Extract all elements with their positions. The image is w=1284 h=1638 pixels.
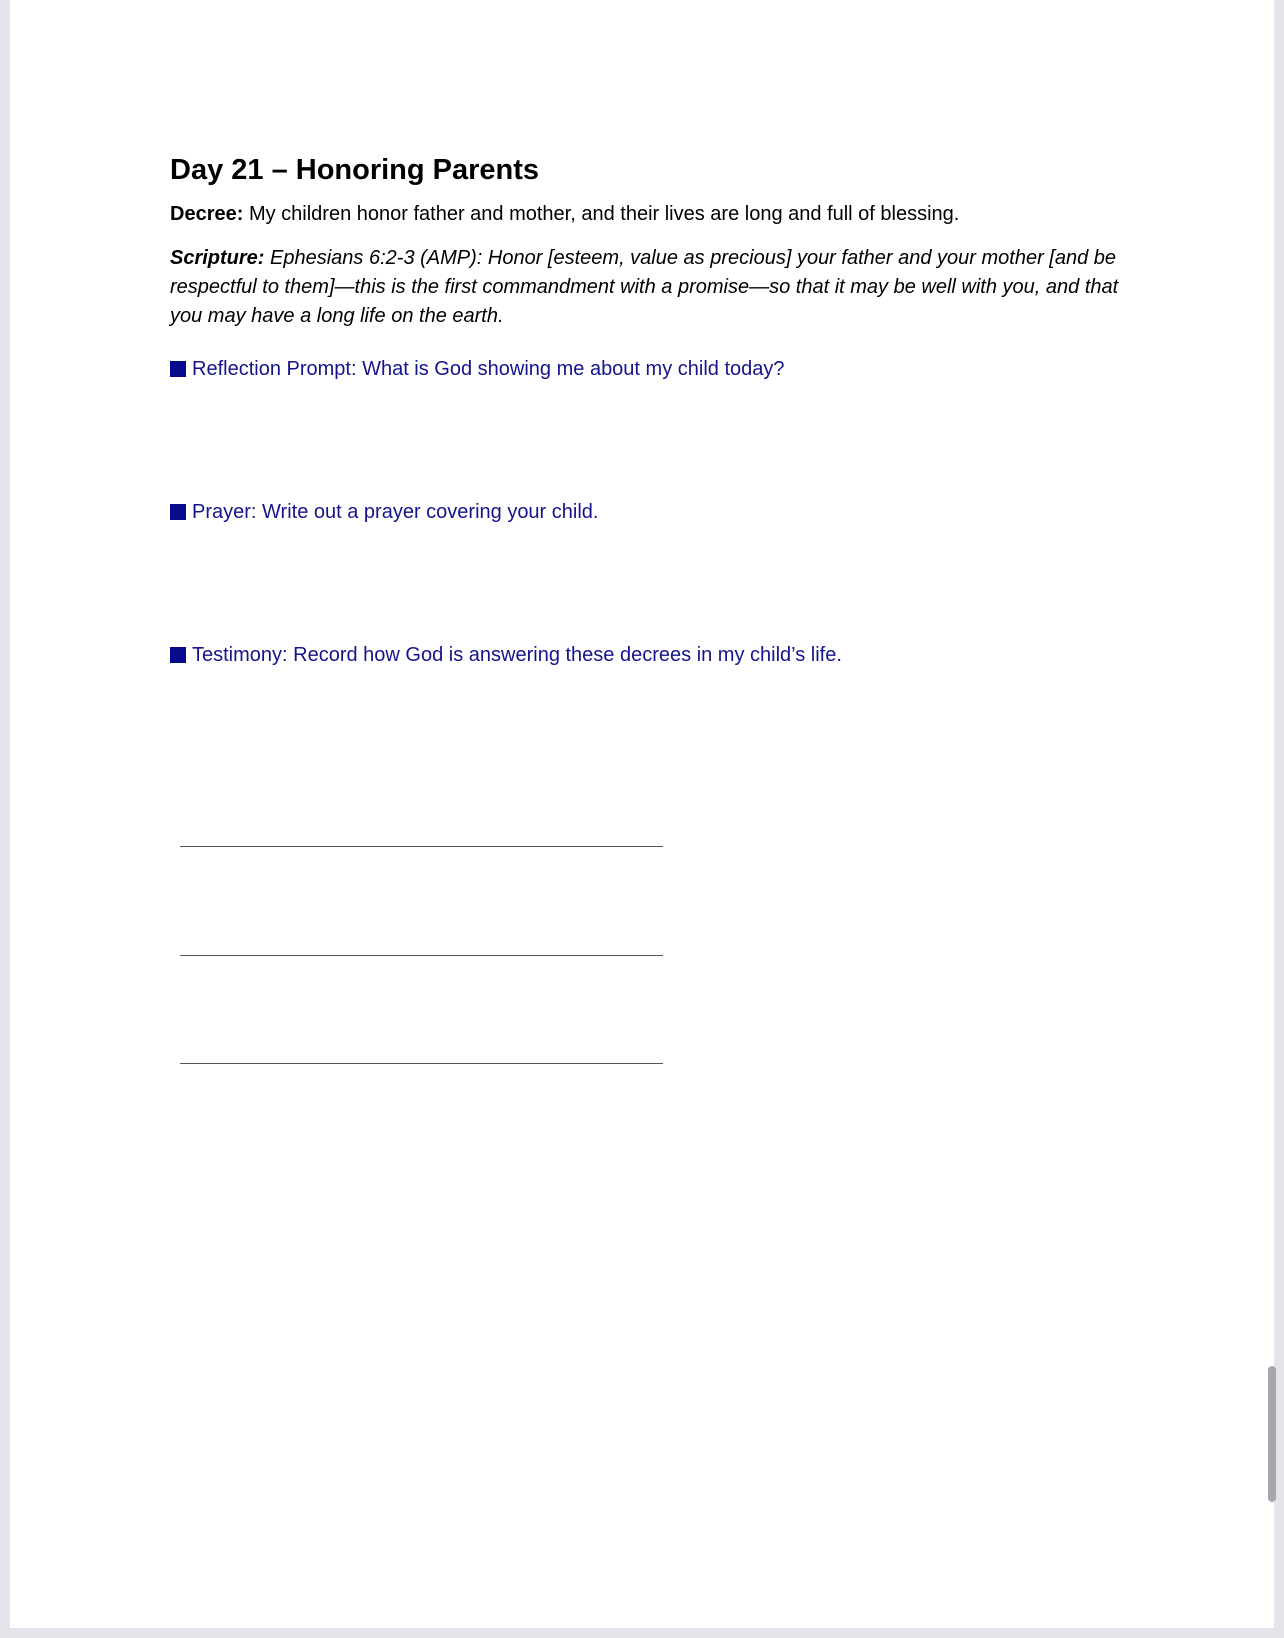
decree-paragraph xyxy=(170,200,1130,228)
page-title: Day 21 – Honoring Parents xyxy=(170,154,540,186)
scripture-text: Ephesians 6:2-3 (AMP): Honor [esteem, value as precious] your father and your mother [and be respectful to them]—this is the first commandment with a promise—so that it may be well with you, and that you may have a long life on the earth. xyxy=(170,247,1119,327)
testimony-prompt-text: Testimony: Record how God is answering these decrees in my child’s life. xyxy=(192,644,842,666)
writing-line xyxy=(180,846,663,847)
scripture-label: Scripture: xyxy=(170,247,265,269)
square-bullet-icon xyxy=(170,647,186,663)
scripture-paragraph xyxy=(170,244,1120,331)
writing-line xyxy=(180,955,663,956)
page-content xyxy=(170,152,1130,669)
reflection-prompt xyxy=(170,355,1130,383)
scrollbar-thumb[interactable] xyxy=(1268,1366,1276,1502)
prayer-prompt xyxy=(170,498,1130,526)
vertical-scrollbar[interactable] xyxy=(1264,0,1284,1638)
reflection-prompt-text: Reflection Prompt: What is God showing me about my child today? xyxy=(192,358,785,380)
testimony-prompt xyxy=(170,641,1130,669)
prayer-prompt-text: Prayer: Write out a prayer covering your child. xyxy=(192,501,599,523)
writing-line xyxy=(180,1063,663,1064)
document-page xyxy=(10,0,1274,1628)
decree-label: Decree: xyxy=(170,203,244,225)
decree-text: My children honor father and mother, and their lives are long and full of blessing. xyxy=(243,203,960,225)
square-bullet-icon xyxy=(170,361,186,377)
square-bullet-icon xyxy=(170,504,186,520)
